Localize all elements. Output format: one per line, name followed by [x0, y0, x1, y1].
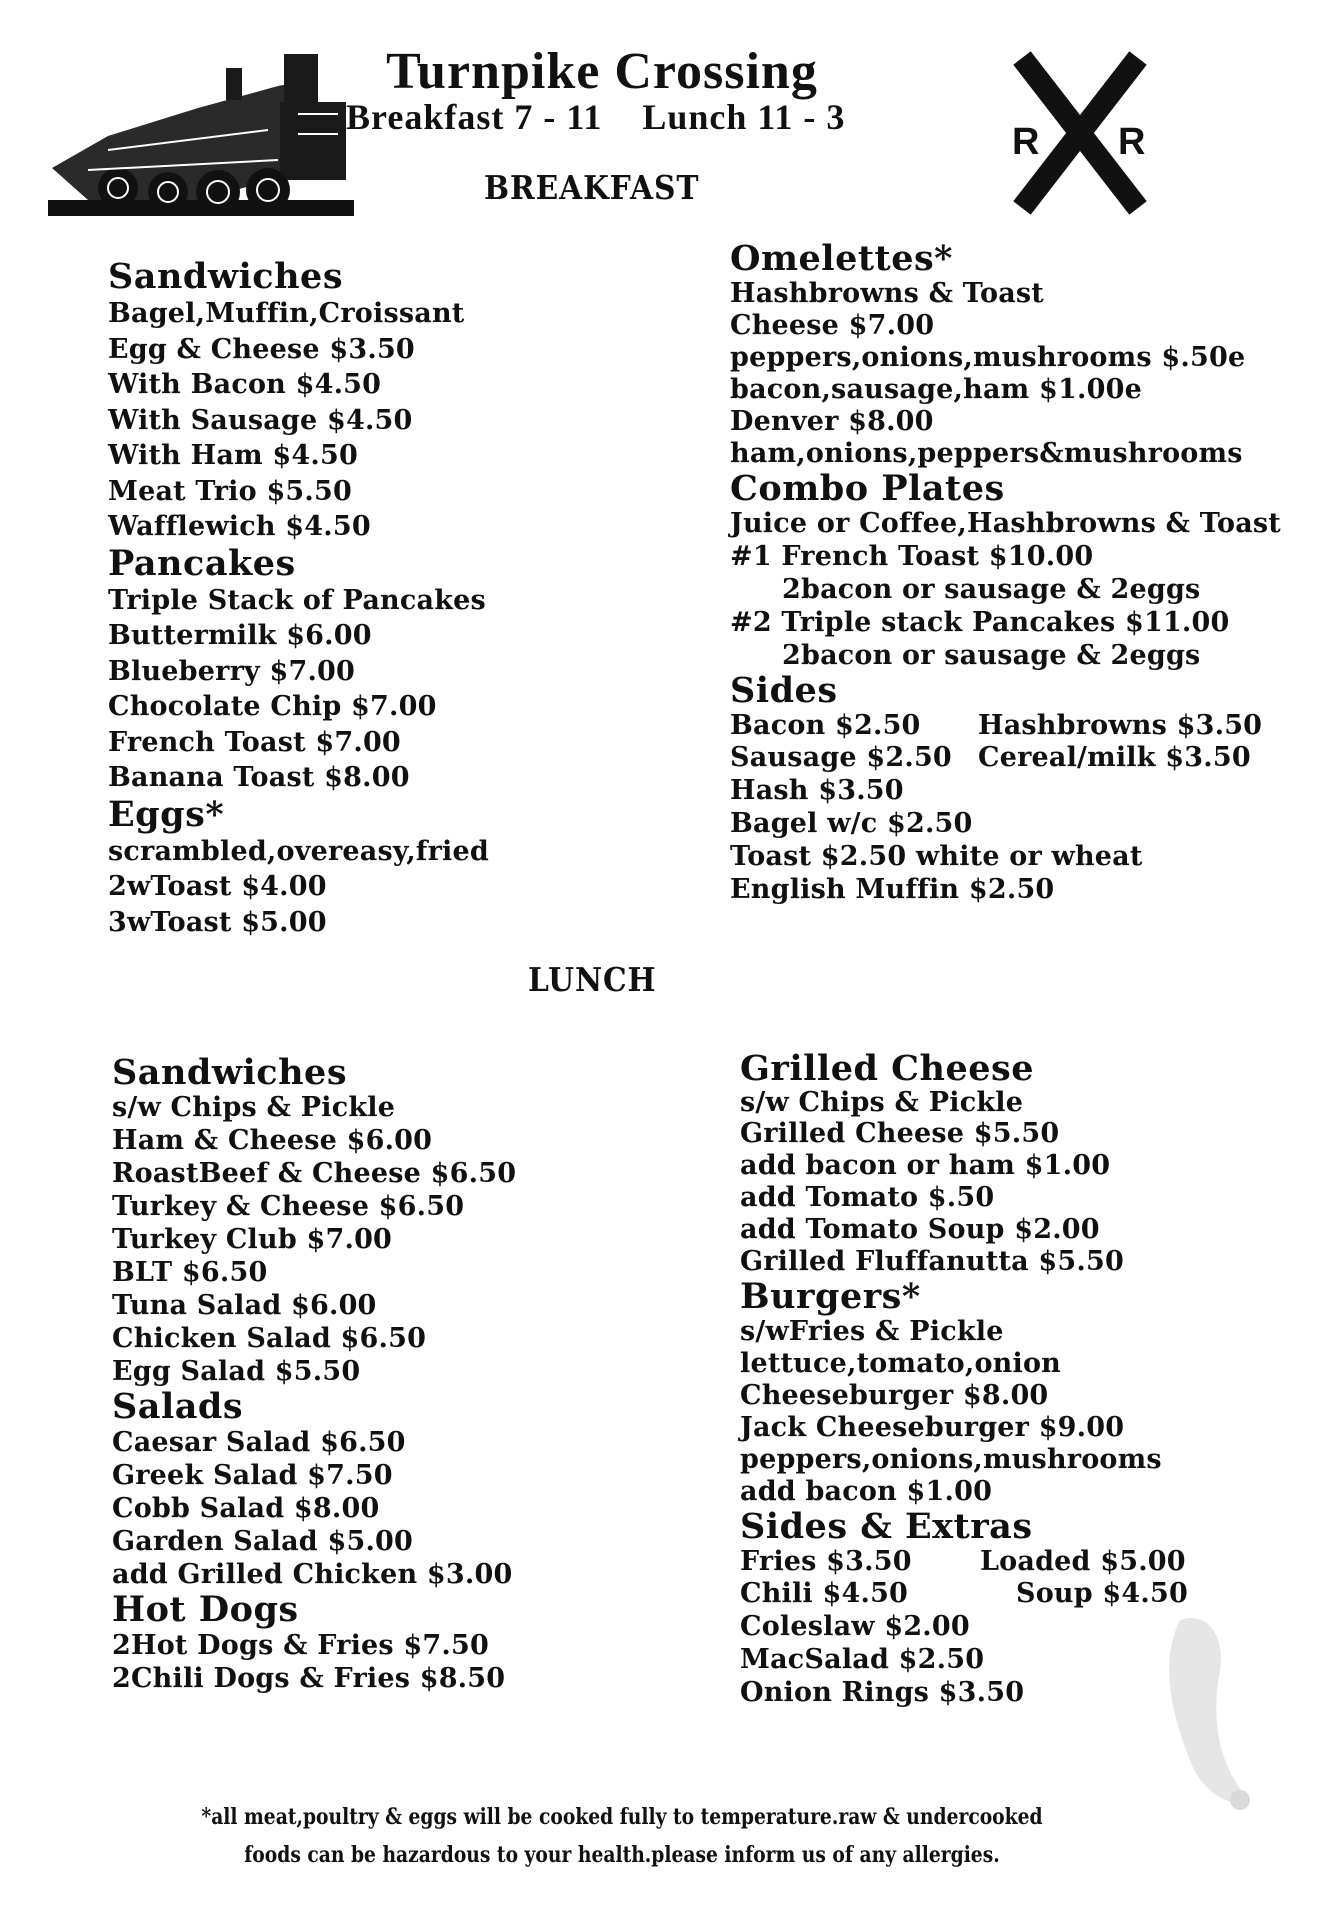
menu-item: bacon,sausage,ham $1.00e [730, 374, 1142, 405]
salads-title: Salads [112, 1386, 244, 1427]
eggs-title: Eggs* [108, 793, 225, 835]
lunch-heading: LUNCH [528, 960, 657, 999]
menu-item: add Tomato Soup $2.00 [740, 1214, 1100, 1245]
breakfast-hours: Breakfast 7 - 11 [346, 97, 603, 137]
menu-item-row [730, 710, 1281, 742]
menu-item: RoastBeef & Cheese $6.50 [112, 1158, 517, 1189]
menu-item: add Tomato $.50 [740, 1182, 995, 1213]
burgers-title: Burgers* [740, 1276, 921, 1317]
lunch-right-column [740, 1050, 1188, 1709]
menu-item: Coleslaw $2.00 [740, 1611, 970, 1642]
menu-item: Cheeseburger $8.00 [740, 1380, 1049, 1411]
menu-item: Tuna Salad $6.00 [112, 1290, 377, 1321]
menu-item: Wafflewich $4.50 [108, 511, 371, 542]
menu-item: Chocolate Chip $7.00 [108, 691, 437, 722]
rr-sign-left-letter: R [1012, 121, 1040, 163]
menu-item: English Muffin $2.50 [730, 874, 1055, 905]
menu-item: Egg & Cheese $3.50 [108, 333, 415, 365]
menu-item: 2wToast $4.00 [108, 871, 327, 902]
menu-note: s/w Chips & Pickle [112, 1092, 396, 1123]
menu-item: Garden Salad $5.00 [112, 1526, 414, 1557]
menu-item: With Bacon $4.50 [108, 369, 382, 400]
menu-item: French Toast $7.00 [108, 726, 401, 758]
menu-item: Cereal/milk $3.50 [978, 742, 1251, 773]
lunch-sandwiches-title: Sandwiches [112, 1052, 348, 1093]
menu-item: Buttermilk $6.00 [108, 620, 372, 651]
menu-item: Toast $2.50 white or wheat [730, 841, 1143, 872]
menu-item: With Ham $4.50 [108, 440, 358, 471]
menu-item: Sausage $2.50 [730, 742, 952, 773]
menu-item: add Grilled Chicken $3.00 [112, 1559, 513, 1590]
menu-item: Cheese $7.00 [730, 310, 935, 341]
menu-item: Denver $8.00 [730, 406, 934, 437]
menu-item: Egg Salad $5.50 [112, 1356, 361, 1387]
menu-note: Juice or Coffee,Hashbrowns & Toast [730, 508, 1281, 539]
disclaimer-line-2: foods can be hazardous to your health.please inform us of any allergies. [244, 1842, 1000, 1868]
menu-item: Grilled Fluffanutta $5.50 [740, 1246, 1124, 1277]
menu-item: With Sausage $4.50 [108, 404, 413, 436]
menu-item-row [740, 1546, 1188, 1578]
menu-item: #1 French Toast $10.00 [730, 541, 1094, 572]
menu-item: Soup $4.50 [1016, 1578, 1188, 1609]
omelettes-title: Omelettes* [730, 238, 953, 279]
menu-item: Bagel w/c $2.50 [730, 808, 973, 839]
menu-item: Chicken Salad $6.50 [112, 1323, 427, 1354]
breakfast-right-column [730, 240, 1281, 906]
menu-item: lettuce,tomato,onion [740, 1348, 1061, 1379]
menu-item: ham,onions,peppers&mushrooms [730, 438, 1243, 469]
menu-item: peppers,onions,mushrooms [740, 1444, 1162, 1475]
combo-plates-title: Combo Plates [730, 468, 1005, 509]
menu-item-detail: 2bacon or sausage & 2eggs [782, 574, 1201, 605]
menu-item: peppers,onions,mushrooms $.50e [730, 342, 1246, 373]
menu-item: Loaded $5.00 [980, 1546, 1186, 1577]
hot-dogs-title: Hot Dogs [112, 1589, 299, 1630]
menu-item: Jack Cheeseburger $9.00 [740, 1412, 1125, 1443]
allergy-disclaimer [51, 1798, 1193, 1874]
grilled-cheese-title: Grilled Cheese [740, 1048, 1034, 1089]
menu-item-row [730, 742, 1281, 774]
restaurant-title: Turnpike Crossing [386, 43, 818, 100]
breakfast-sandwiches-title: Sandwiches [108, 256, 344, 297]
sides-extras-title: Sides & Extras [740, 1506, 1033, 1547]
menu-item: #2 Triple stack Pancakes $11.00 [730, 607, 1230, 638]
menu-item-row [740, 1578, 1188, 1610]
scan-smudge [1140, 1600, 1280, 1820]
menu-item: add bacon or ham $1.00 [740, 1150, 1111, 1181]
menu-note: scrambled,overeasy,fried [108, 835, 489, 867]
menu-item: 2Chili Dogs & Fries $8.50 [112, 1663, 506, 1694]
breakfast-sides-title: Sides [730, 670, 838, 711]
menu-item: Meat Trio $5.50 [108, 475, 352, 507]
menu-item: Onion Rings $3.50 [740, 1677, 1025, 1708]
menu-item: Hashbrowns $3.50 [978, 710, 1263, 741]
menu-item: Chili $4.50 [740, 1578, 909, 1609]
menu-item: Grilled Cheese $5.50 [740, 1118, 1060, 1149]
lunch-hours: Lunch 11 - 3 [642, 97, 846, 137]
menu-note: s/wFries & Pickle [740, 1316, 1004, 1347]
breakfast-heading: BREAKFAST [484, 168, 700, 207]
menu-item: BLT $6.50 [112, 1257, 268, 1288]
menu-item: add bacon $1.00 [740, 1476, 993, 1507]
rr-sign-right-letter: R [1118, 121, 1146, 163]
hours-line [346, 96, 845, 138]
menu-item: Hash $3.50 [730, 775, 904, 806]
menu-item: 3wToast $5.00 [108, 906, 327, 938]
menu-item: Ham & Cheese $6.00 [112, 1125, 433, 1156]
menu-item: Fries $3.50 [740, 1546, 912, 1577]
menu-item: Greek Salad $7.50 [112, 1460, 393, 1491]
menu-item: Banana Toast $8.00 [108, 762, 410, 793]
menu-item: Bacon $2.50 [730, 710, 921, 741]
menu-note: Hashbrowns & Toast [730, 278, 1044, 309]
breakfast-left-column [108, 258, 489, 940]
lunch-left-column [112, 1054, 516, 1695]
menu-item: Turkey Club $7.00 [112, 1224, 393, 1255]
menu-item: Cobb Salad $8.00 [112, 1493, 380, 1524]
menu-item: Blueberry $7.00 [108, 655, 356, 687]
disclaimer-line-1: *all meat,poultry & eggs will be cooked fully to temperature.raw & undercooked [201, 1804, 1043, 1830]
pancakes-title: Pancakes [108, 542, 296, 584]
menu-item: 2Hot Dogs & Fries $7.50 [112, 1630, 489, 1661]
menu-item: Turkey & Cheese $6.50 [112, 1191, 465, 1222]
menu-item: MacSalad $2.50 [740, 1644, 985, 1675]
menu-item: Caesar Salad $6.50 [112, 1427, 406, 1458]
menu-note: s/w Chips & Pickle [740, 1087, 1024, 1118]
menu-item-detail: 2bacon or sausage & 2eggs [782, 640, 1201, 671]
menu-note: Bagel,Muffin,Croissant [108, 298, 465, 329]
menu-note: Triple Stack of Pancakes [108, 584, 486, 616]
